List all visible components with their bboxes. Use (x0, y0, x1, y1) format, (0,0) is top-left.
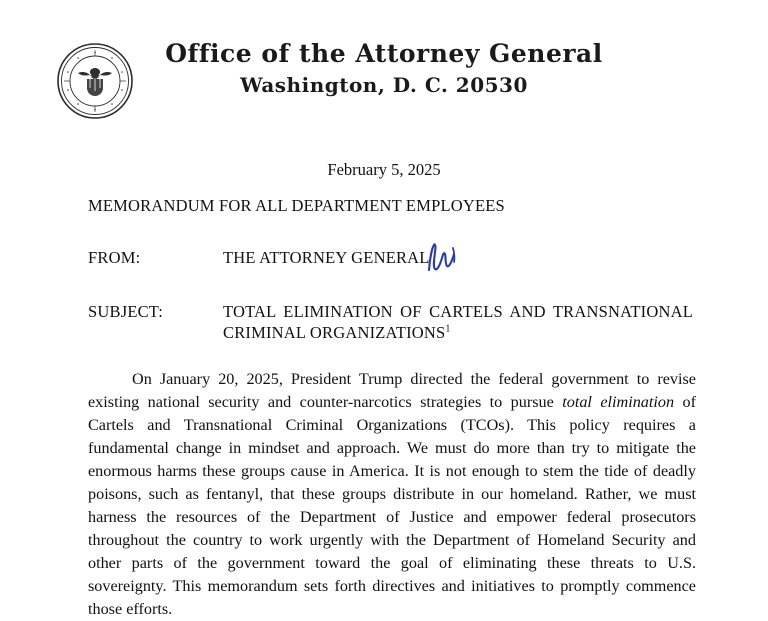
paragraph-part-1: On January 20, 2025, President Trump directed the federal government to revise existing national security and counter-narcotics strategies to pursue (88, 370, 696, 412)
letterhead-address: Washington, D. C. 20530 (240, 72, 528, 97)
footnote-marker: 1 (445, 323, 451, 335)
memorandum-recipient: MEMORANDUM FOR ALL DEPARTMENT EMPLOYEES (88, 196, 505, 215)
subject-value (223, 302, 693, 343)
from-row (88, 248, 698, 268)
paragraph-part-2: of Cartels and Transnational Criminal Organizations (TCOs). This policy requires a fundamental change in mindset and approach. We must do more than try to mitigate the enormous harms these groups cause in America. It is not enough to stem the tide of deadly poisons, such as fentanyl, that these groups distribute in our homeland. Rather, we must harness the resources of the Department of Justice and empower federal prosecutors throughout the country to work urgently with the Department of Homeland Security and other parts of the government toward the goal of eliminating these threats to U.S. sovereignty. This memorandum sets forth directives and initiatives to promptly commence those efforts. (88, 393, 696, 619)
paragraph-emphasis: total elimination (562, 393, 675, 412)
subject-label: SUBJECT: (88, 302, 164, 321)
from-value: THE ATTORNEY GENERAL (223, 248, 430, 267)
body-paragraph (88, 368, 696, 621)
document-date: February 5, 2025 (327, 160, 441, 179)
letterhead (0, 40, 768, 96)
subject-text: TOTAL ELIMINATION OF CARTELS AND TRANSNATIONAL CRIMINAL ORGANIZATIONS (223, 302, 693, 342)
from-label: FROM: (88, 248, 141, 267)
letterhead-office: Office of the Attorney General (165, 39, 603, 68)
subject-row (88, 302, 698, 343)
